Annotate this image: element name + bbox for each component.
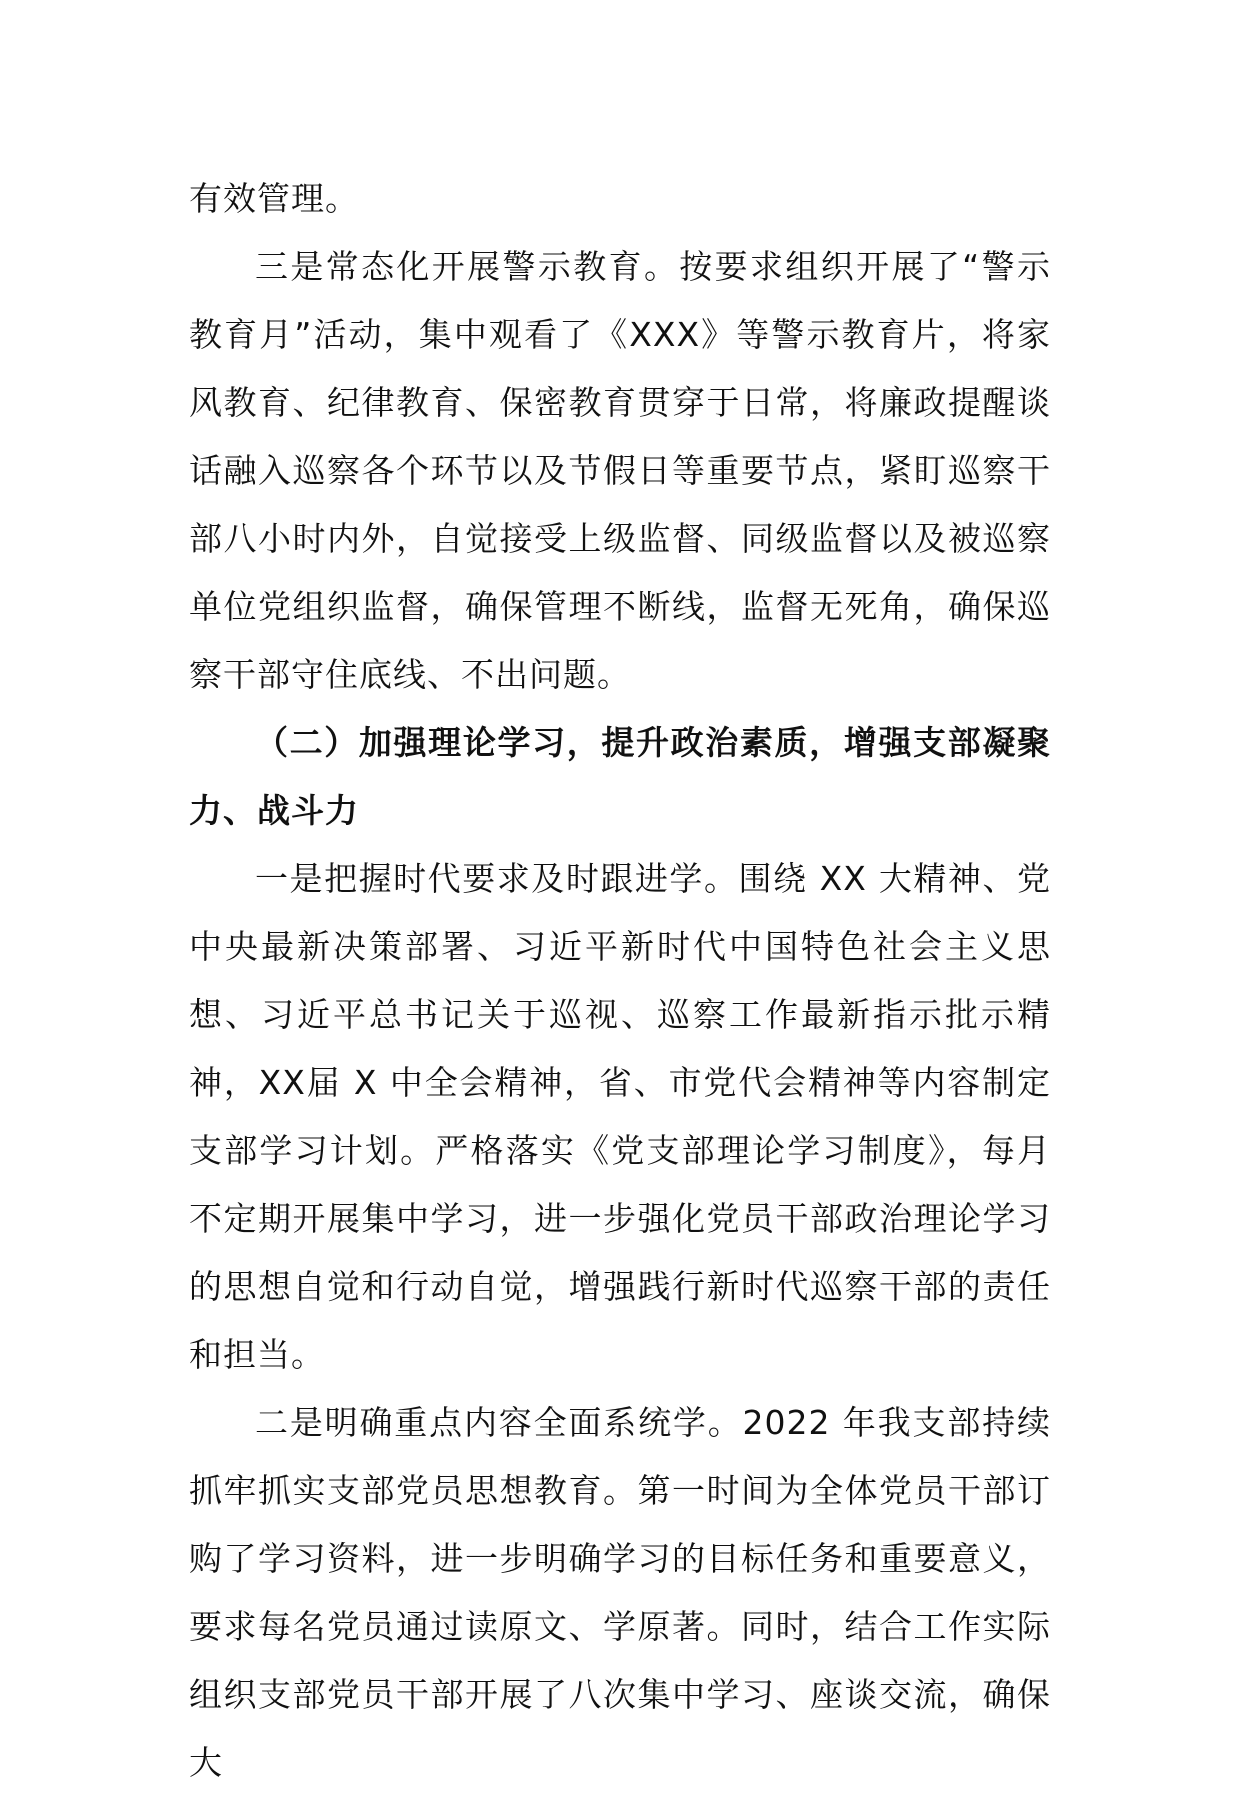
paragraph-warning-education: 三是常态化开展警示教育。按要求组织开展了“警示教育月”活动，集中观看了《XXX》等警示教育片，将家风教育、纪律教育、保密教育贯穿于日常，将廉政提醒谈话融入巡察各个环节以及节假日等重要节点，紧盯巡察干部八小时内外，自觉接受上级监督、同级监督以及被巡察单位党组织监督，确保管理不断线，监督无死角，确保巡察干部守住底线、不出问题。 xyxy=(189,247,1051,694)
paragraph-keep-pace-study: 一是把握时代要求及时跟进学。围绕 XX 大精神、党中央最新决策部署、习近平新时代中国特色社会主义思想、习近平总书记关于巡视、巡察工作最新指示批示精神，XX届 X 中全会精神，省、市党代会精神等内容制定支部学习计划。严格落实《党支部理论学习制度》，每月不定期开展集中学习，进一步强化党员干部政治理论学习的思想自觉和行动自觉，增强践行新时代巡察干部的责任和担当。 xyxy=(189,859,1051,1374)
paragraph-systematic-study: 二是明确重点内容全面系统学。2022 年我支部持续抓牢抓实支部党员思想教育。第一时间为全体党员干部订购了学习资料，进一步明确学习的目标任务和重要意义，要求每名党员通过读原文、学原著。同时，结合工作实际组织支部党员干部开展了八次集中学习、座谈交流，确保大 xyxy=(189,1403,1051,1782)
paragraph-continuation: 有效管理。 xyxy=(189,179,359,218)
section-heading-theory-study: （二）加强理论学习，提升政治素质，增强支部凝聚力、战斗力 xyxy=(189,723,1051,830)
document-page xyxy=(189,165,1051,1797)
